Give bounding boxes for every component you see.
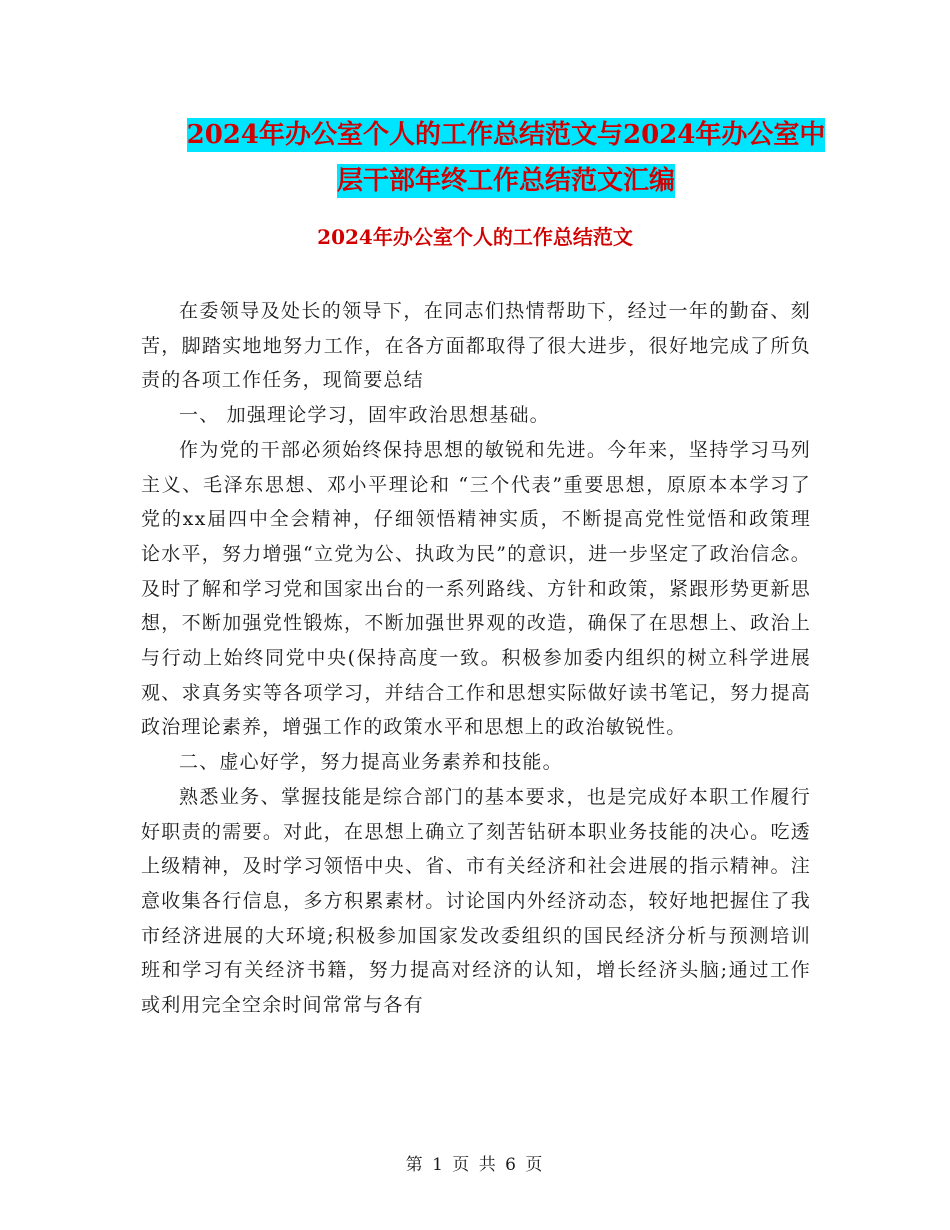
page-footer: 第 1 页 共 6 页 [405,1155,545,1175]
document-title [186,112,826,204]
section-title: 2024年办公室个人的工作总结范文 [317,225,633,249]
paragraph-point-1: 作为党的干部必须始终保持思想的敏锐和先进。今年来，坚持学习马列主义、毛泽东思想、邓小平理论和 “三个代表”重要思想，原原本本学习了党的xx届四中全会精神，仔细领悟精神实质，不断提高党性觉悟和政策理论水平，努力增强“立党为公、执政为民”的意识，进一步坚定了政治信念。及时了解和学习党和国家出台的一系列路线、方针和政策，紧跟形势更新思想，不断加强党性锻炼，不断加强世界观的改造，确保了在思想上、政治上与行动上始终同党中央(保持高度一致。积极参加委内组织的树立科学进展观、求真务实等各项学习，并结合工作和思想实际做好读书笔记，努力提高政治理论素养，增强工作的政策水平和思想上的政治敏锐性。 [141,438,811,739]
document-body [141,294,811,1023]
heading-point-1: 一、 加强理论学习，固牢政治思想基础。 [179,404,550,427]
document-title-text: 2024年办公室个人的工作总结范文与2024年办公室中层干部年终工作总结范文汇编 [186,120,826,196]
heading-point-2: 二、虚心好学，努力提高业务素养和技能。 [179,751,563,774]
paragraph-intro: 在委领导及处长的领导下，在同志们热情帮助下，经过一年的勤奋、刻苦，脚踏实地地努力工作，在各方面都取得了很大进步，很好地完成了所负责的各项工作任务，现简要总结 [141,300,811,392]
paragraph-point-2: 熟悉业务、掌握技能是综合部门的基本要求，也是完成好本职工作履行好职责的需要。对此，在思想上确立了刻苦钻研本职业务技能的决心。吃透上级精神，及时学习领悟中央、省、市有关经济和社会进展的指示精神。注意收集各行信息，多方积累素材。讨论国内外经济动态，较好地把握住了我市经济进展的大环境;积极参加国家发改委组织的国民经济分析与预测培训班和学习有关经济书籍，努力提高对经济的认知，增长经济头脑;通过工作或利用完全空余时间常常与各有 [141,785,811,1017]
